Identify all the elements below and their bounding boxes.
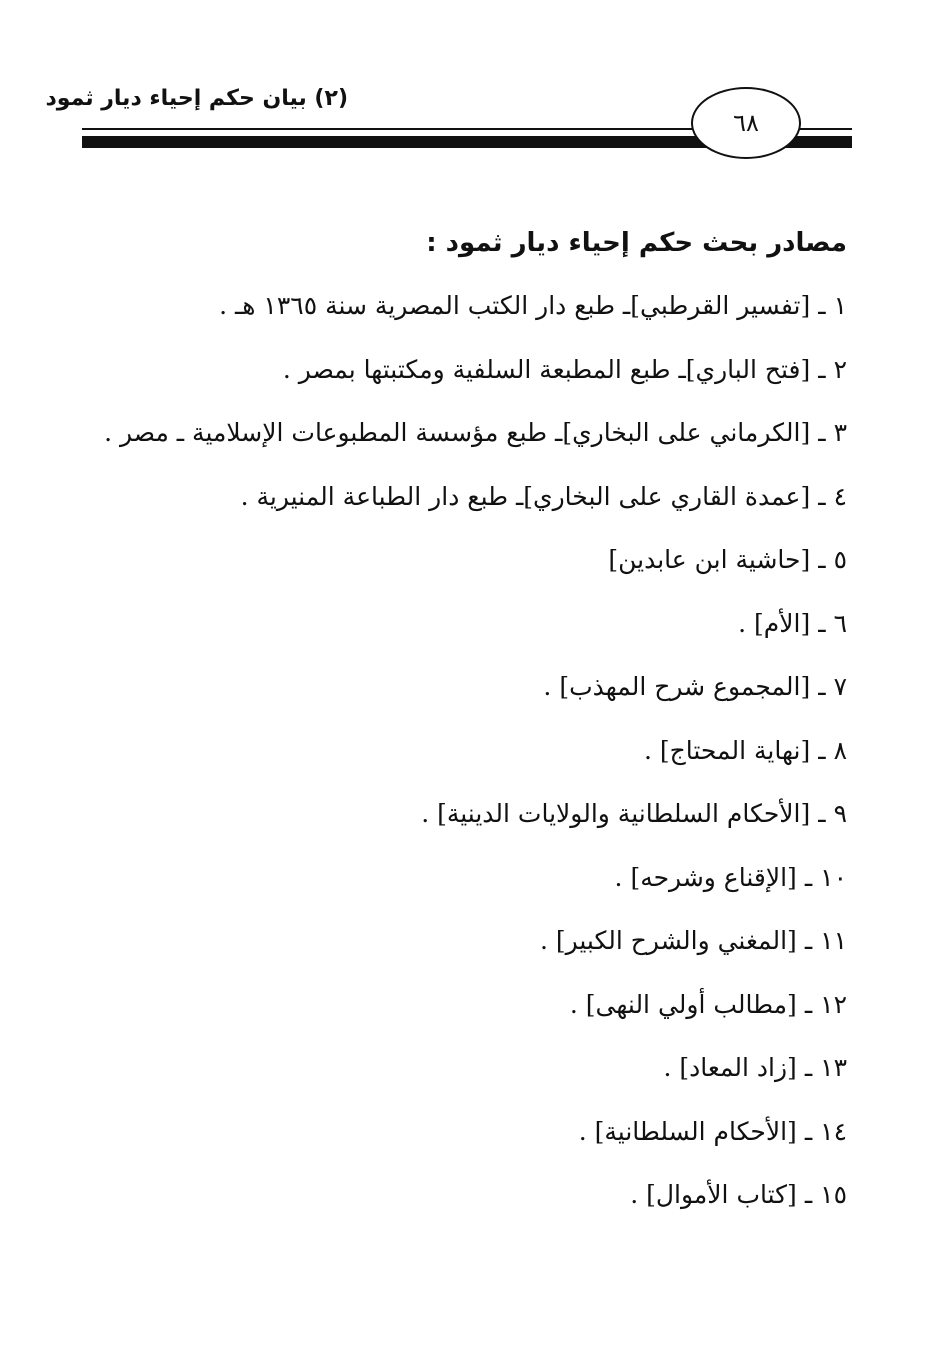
item-dash: ـ bbox=[818, 735, 826, 765]
item-text: [عمدة القاري على البخاري]ـ طبع دار الطباعة المنيرية . bbox=[240, 481, 811, 511]
item-number: ١٣ bbox=[820, 1053, 847, 1082]
item-dash: ـ bbox=[818, 418, 826, 447]
item-dash: ـ bbox=[818, 799, 826, 828]
list-item bbox=[87, 338, 847, 402]
list-item bbox=[87, 1163, 847, 1227]
item-number: ٨ bbox=[833, 735, 847, 765]
item-text: [الأحكام السلطانية والولايات الدينية] . bbox=[421, 799, 811, 828]
list-item bbox=[87, 465, 847, 529]
item-text: [الأحكام السلطانية] . bbox=[578, 1116, 797, 1146]
list-item bbox=[87, 592, 847, 656]
item-text: [الكرماني على البخاري]ـ طبع مؤسسة المطبوعات الإسلامية ـ مصر . bbox=[104, 418, 811, 447]
item-text: [تفسير القرطبي]ـ طبع دار الكتب المصرية سنة ١٣٦٥ هـ . bbox=[219, 291, 811, 320]
item-text: [حاشية ابن عابدين] bbox=[608, 545, 811, 574]
item-number: ٦ bbox=[833, 608, 847, 638]
list-item bbox=[87, 655, 847, 719]
item-number: ٣ bbox=[833, 418, 847, 447]
running-header-title: (٢) بيان حكم إحياء ديار ثمود bbox=[45, 86, 348, 111]
item-text: [الإقناع وشرحه] . bbox=[614, 862, 797, 892]
item-number: ١٤ bbox=[820, 1116, 847, 1146]
list-item bbox=[87, 973, 847, 1037]
item-dash: ـ bbox=[804, 989, 813, 1019]
item-dash: ـ bbox=[804, 926, 813, 955]
main-content bbox=[87, 212, 847, 1227]
list-item bbox=[87, 274, 847, 338]
item-dash: ـ bbox=[818, 545, 826, 574]
list-item bbox=[87, 528, 847, 592]
item-dash: ـ bbox=[804, 1116, 813, 1146]
list-item bbox=[87, 719, 847, 783]
item-text: [المغني والشرح الكبير] . bbox=[539, 926, 797, 955]
item-number: ٢ bbox=[833, 354, 847, 384]
item-number: ٤ bbox=[833, 481, 847, 511]
item-number: ١ bbox=[833, 291, 847, 320]
item-number: ١٢ bbox=[820, 989, 847, 1019]
sources-list bbox=[87, 274, 847, 1227]
item-number: ٩ bbox=[833, 799, 847, 828]
item-dash: ـ bbox=[818, 672, 826, 701]
list-item bbox=[87, 909, 847, 973]
list-item bbox=[87, 1036, 847, 1100]
item-text: [المجموع شرح المهذب] . bbox=[543, 672, 811, 701]
item-text: [الأم] . bbox=[738, 608, 811, 638]
list-item bbox=[87, 401, 847, 465]
list-item bbox=[87, 846, 847, 910]
item-text: [زاد المعاد] . bbox=[663, 1053, 797, 1082]
list-item bbox=[87, 782, 847, 846]
item-text: [فتح الباري]ـ طبع المطبعة السلفية ومكتبتها بمصر . bbox=[282, 354, 811, 384]
item-text: [مطالب أولي النهى] . bbox=[569, 989, 797, 1019]
item-dash: ـ bbox=[804, 1053, 813, 1082]
page-number: ٦٨ bbox=[733, 109, 759, 137]
item-dash: ـ bbox=[804, 862, 813, 892]
item-number: ١٥ bbox=[820, 1180, 847, 1209]
item-dash: ـ bbox=[818, 481, 826, 511]
item-number: ٥ bbox=[833, 545, 847, 574]
item-dash: ـ bbox=[818, 354, 826, 384]
item-text: [كتاب الأموال] . bbox=[630, 1180, 797, 1209]
item-number: ٧ bbox=[833, 672, 847, 701]
item-number: ١٠ bbox=[820, 862, 847, 892]
list-item bbox=[87, 1100, 847, 1164]
item-dash: ـ bbox=[818, 608, 826, 638]
item-dash: ـ bbox=[804, 1180, 813, 1209]
page-number-oval bbox=[691, 87, 801, 159]
item-text: [نهاية المحتاج] . bbox=[643, 735, 811, 765]
section-heading: مصادر بحث حكم إحياء ديار ثمود : bbox=[426, 228, 847, 258]
item-dash: ـ bbox=[818, 291, 826, 320]
item-number: ١١ bbox=[820, 926, 847, 955]
